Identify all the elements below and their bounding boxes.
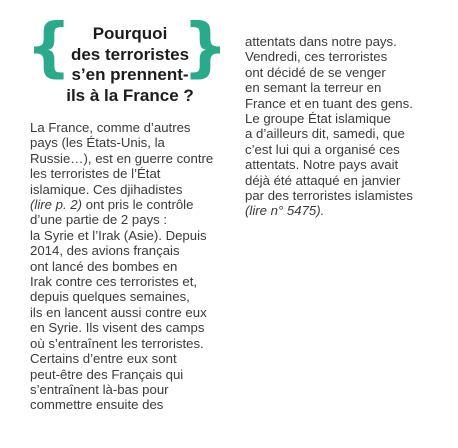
text-line: déjà été attaqué en janvier — [245, 172, 401, 188]
text-line: islamique. Ces djihadistes — [30, 181, 183, 197]
text-line: c’est lui qui a organisé ces — [245, 141, 400, 157]
text-line: a d’ailleurs dit, samedi, que — [245, 126, 405, 142]
text-line: pays (les États-Unis, la — [30, 135, 165, 151]
text-line: où s’entraînent les terroristes. — [30, 335, 204, 351]
text-line: Vendredi, ces terroristes — [245, 49, 388, 65]
right-column — [245, 34, 450, 219]
page-reference: (lire p. 2) — [30, 197, 83, 213]
text-line: attentats. Notre pays avait — [245, 157, 399, 173]
text-line: Russie…), est en guerre contre — [30, 150, 214, 166]
left-brace-icon: { — [26, 11, 72, 85]
text-line: s’entraînent là-bas pour — [30, 381, 169, 397]
text-line: les terroristes de l’État — [30, 166, 161, 182]
text-line: en semant la terreur en — [245, 80, 382, 96]
title-line: des terroristes — [70, 44, 190, 64]
text-line: par des terroristes islamistes — [245, 188, 413, 204]
left-column — [30, 120, 230, 413]
text-line: attentats dans notre pays. — [245, 34, 397, 49]
title-line: s’en prennent- — [71, 65, 189, 84]
text-line: d’une partie de 2 pays : — [30, 212, 168, 228]
text-line: Le groupe État islamique — [245, 111, 391, 127]
issue-reference: (lire n° 5475). — [245, 203, 325, 219]
text-line: ont décidé de se venger — [245, 64, 386, 80]
text-line: peut-être des Français qui — [30, 366, 184, 382]
text-line: depuis quelques semaines, — [30, 289, 190, 305]
text-line: ils en lancent aussi contre eux — [30, 304, 207, 320]
title-line: Pourquoi — [92, 24, 168, 43]
text-line: la Syrie et l’Irak (Asie). Depuis — [30, 227, 207, 243]
text-line: Irak contre ces terroristes et, — [30, 274, 198, 290]
text-line: Certains d’entre eux sont — [30, 351, 177, 367]
text-line: en Syrie. Ils visent des camps — [30, 320, 205, 336]
text-line: ont lancé des bombes en — [30, 258, 178, 274]
text-line — [30, 197, 230, 212]
right-brace-icon: } — [182, 11, 228, 85]
text-line: La France, comme d’autres — [30, 120, 191, 135]
title-block — [26, 11, 228, 110]
text-line: 2014, des avions français — [30, 243, 180, 259]
text-fragment: ont pris le contrôle — [82, 197, 194, 213]
text-line: France et en tuant des gens. — [245, 95, 413, 111]
text-line: commettre ensuite des — [30, 397, 164, 413]
title-line: ils à la France ? — [66, 85, 194, 105]
